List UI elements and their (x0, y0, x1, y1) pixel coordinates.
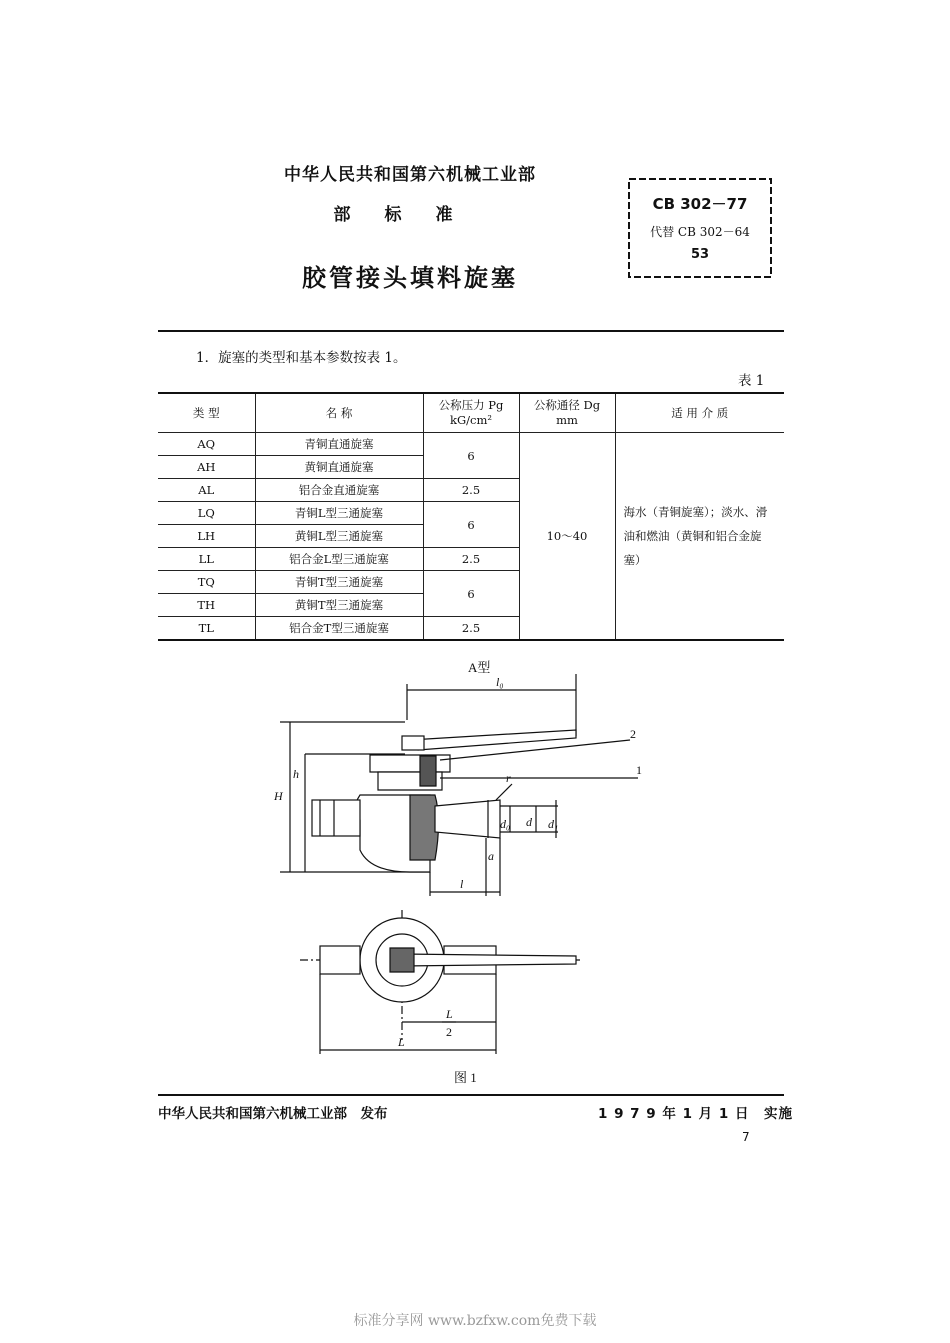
table-header-row (158, 393, 784, 433)
cell-pressure: 2.5 (423, 617, 519, 641)
view-title: A型 (468, 660, 491, 675)
cell-type: AL (158, 479, 255, 502)
cell-name: 铝合金直通旋塞 (255, 479, 423, 502)
valve-drawing (260, 660, 642, 1100)
cell-type: TL (158, 617, 255, 641)
top-view-left-nozzle (320, 946, 360, 974)
header-rule (158, 330, 784, 332)
item-1-label: 1 (636, 763, 642, 777)
table-row (158, 433, 784, 456)
cell-type: LH (158, 525, 255, 548)
cell-type: AQ (158, 433, 255, 456)
handle-lever (410, 730, 576, 750)
d1-label: d₁ (548, 817, 559, 831)
h-label: h (293, 767, 299, 781)
cell-type: AH (158, 456, 255, 479)
cell-type: TH (158, 594, 255, 617)
document-title: 胶管接头填料旋塞 (302, 264, 518, 292)
cell-pressure: 2.5 (423, 479, 519, 502)
replaces-code: 代替 CB 302－64 (650, 225, 750, 239)
header-diameter-unit: mm (556, 413, 578, 427)
issuing-ministry: 中华人民共和国第六机械工业部 (284, 165, 536, 185)
cell-name: 青铜L型三通旋塞 (255, 502, 423, 525)
parameter-table (158, 392, 784, 641)
standard-type: 部标准 (333, 205, 487, 225)
header-name: 名 称 (255, 393, 423, 433)
item-2-label: 2 (630, 727, 636, 741)
page-number: 7 (742, 1130, 750, 1144)
L-half-denominator: 2 (446, 1025, 452, 1039)
figure-caption: 图 1 (454, 1070, 477, 1085)
l0-label: l₀ (496, 675, 504, 689)
cell-name: 青铜直通旋塞 (255, 433, 423, 456)
header-type: 类 型 (158, 393, 255, 433)
top-view-handle (402, 954, 576, 966)
cell-pressure: 6 (423, 571, 519, 617)
top-view-stem (390, 948, 414, 972)
cell-name: 黄铜直通旋塞 (255, 456, 423, 479)
d-label: d (526, 815, 532, 829)
effective-date: 1 9 7 9 年 1 月 1 日 实施 (598, 1106, 793, 1122)
right-nozzle (435, 800, 500, 838)
cell-pressure: 2.5 (423, 548, 519, 571)
table-label: 表 1 (738, 373, 765, 389)
clause-1: 1．旋塞的类型和基本参数按表 1。 (196, 350, 407, 366)
plug-section (410, 795, 439, 860)
cell-name: 黄铜L型三通旋塞 (255, 525, 423, 548)
watermark: 标准分享网 www.bzfxw.com免费下载 (353, 1313, 597, 1329)
cell-medium: 海水（青铜旋塞）；淡水、滑油和燃油（黄铜和铝合金旋塞） (615, 433, 784, 641)
cell-pressure: 6 (423, 433, 519, 479)
header-diameter-name: 公称通径 Dg (533, 398, 601, 412)
H-label: H (274, 789, 283, 803)
header-pressure-unit: kG/cm² (450, 413, 492, 427)
cell-diameter: 10～40 (519, 433, 615, 641)
cell-name: 铝合金L型三通旋塞 (255, 548, 423, 571)
cell-pressure: 6 (423, 502, 519, 548)
footer-rule (158, 1094, 784, 1096)
cell-name: 铝合金T型三通旋塞 (255, 617, 423, 641)
r-label: r (506, 771, 511, 785)
cell-name: 青铜T型三通旋塞 (255, 571, 423, 594)
cell-name: 黄铜T型三通旋塞 (255, 594, 423, 617)
left-nozzle (312, 800, 360, 836)
header-diameter (519, 393, 615, 433)
cell-type: LQ (158, 502, 255, 525)
issuer: 中华人民共和国第六机械工业部 发布 (158, 1106, 388, 1122)
L-half-numerator: L (446, 1007, 453, 1021)
standard-code: CB 302－77 (652, 195, 748, 213)
bonnet-nut (370, 755, 450, 772)
d0-label: d₀ (500, 817, 511, 831)
a-label: a (488, 849, 494, 863)
packing-section (420, 756, 436, 786)
leader-r (496, 784, 512, 800)
header-pressure-name: 公称压力 Pg (438, 398, 504, 412)
header-pressure (423, 393, 519, 433)
cell-type: LL (158, 548, 255, 571)
standard-code-box (627, 177, 773, 279)
l-label: l (460, 877, 464, 891)
handle-hub (402, 736, 424, 750)
L-label: L (398, 1035, 405, 1049)
standard-number: 53 (690, 247, 710, 262)
header-medium: 适 用 介 质 (615, 393, 784, 433)
cell-type: TQ (158, 571, 255, 594)
